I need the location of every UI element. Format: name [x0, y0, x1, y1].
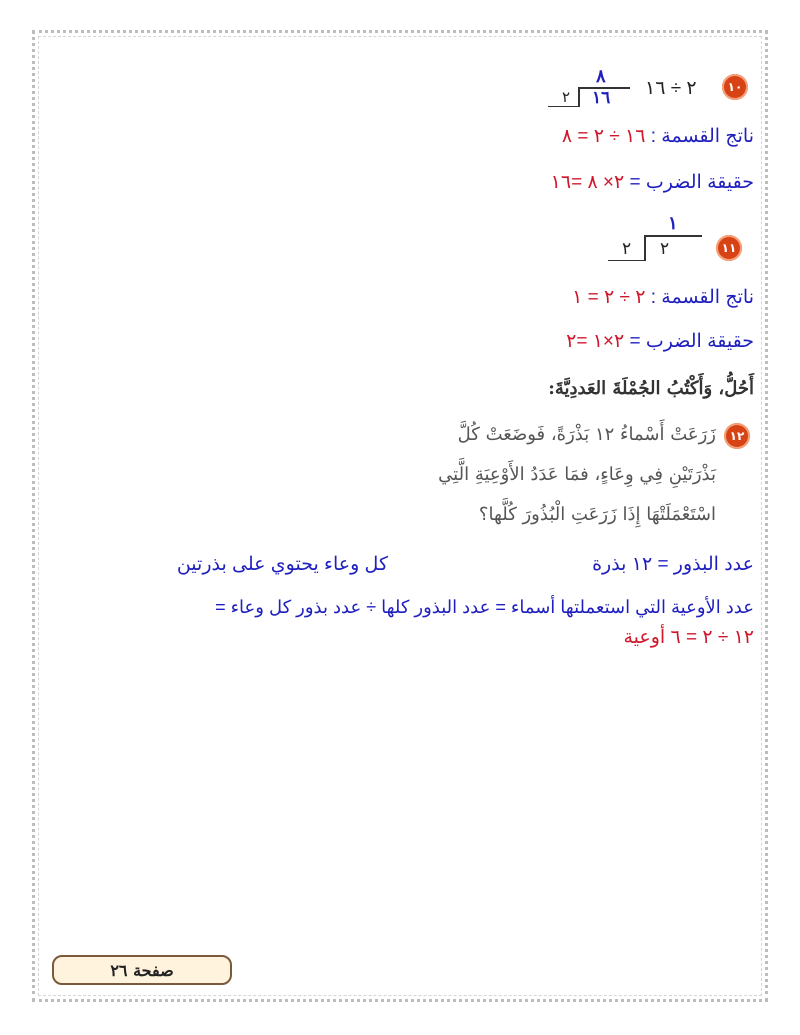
problem-11-bar [644, 235, 702, 237]
problem-12-container-note: كل وعاء يحتوي على بذرتين [176, 554, 388, 575]
problem-12-seeds-line [592, 553, 754, 576]
problem-11-underline [608, 260, 646, 261]
problem-11-fact-label: حقيقة الضرب = [629, 331, 754, 352]
problem-11-dividend: ٢ [660, 239, 670, 258]
problem-10-quotient: ٨ [596, 66, 606, 86]
page-number-box [52, 955, 232, 985]
problem-10-expression: ٢ ÷ ١٦ [645, 78, 697, 99]
problem-10-fact-label: حقيقة الضرب = [629, 172, 754, 193]
problem-12-seeds-label: عدد البذور = [657, 554, 754, 575]
problem-11-quotient: ١ [668, 213, 678, 233]
problem-10-fact-expr: ٢× ٨ =١٦ [550, 172, 625, 193]
problem-10-divisor: ٢ [562, 89, 571, 106]
problem-10-result-line [562, 125, 754, 148]
problem-10-underline [548, 106, 580, 107]
problem-11-long-division [608, 213, 702, 263]
problem-12-containers-sentence: عدد الأوعية التي استعملتها أسماء = عدد البذور كلها ÷ عدد بذور كل وعاء = [215, 597, 754, 617]
problem-12-seeds-value: ١٢ بذرة [592, 554, 653, 575]
problem-10-result-label: ناتج القسمة : [650, 126, 754, 147]
problem-10-result-expr: ١٦ ÷ ٢ = ٨ [561, 126, 646, 147]
problem-11-result-label: ناتج القسمة : [650, 287, 754, 308]
problem-12-line-3: اسْتَعْمَلَتْهَا إِذَا زَرَعَتِ الْبُذُورَ كُلَّها؟ [478, 504, 716, 525]
section-heading: أَحُلُّ، وَأَكْتُبُ الجُمْلَةَ العَددِيَّةَ: [548, 378, 754, 399]
problem-12-answer: ١٢ ÷ ٢ = ٦ أوعية [623, 627, 754, 648]
problem-11-fact-line [566, 330, 754, 353]
problem-10-dividend: ١٦ [592, 88, 611, 107]
page-number-label: صفحة ٢٦ [110, 960, 174, 980]
problem-10-badge: ١٠ [722, 74, 748, 100]
problem-10-long-division [548, 68, 630, 108]
problem-11-result-expr: ٢ ÷ ٢ = ١ [572, 287, 646, 308]
problem-12-line-2: بَذْرَتَيْنِ فِي وِعَاءٍ، فمَا عَدَدُ الأَوْعِيَةِ الَّتِي [438, 464, 716, 485]
problem-12-badge: ١٢ [724, 423, 750, 449]
problem-10-fact-line [551, 171, 754, 194]
problem-11-result-line [572, 286, 754, 309]
problem-11-fact-expr: ٢×١ =٢ [566, 331, 625, 352]
problem-11-badge: ١١ [716, 235, 742, 261]
problem-12-line-1: زَرَعَتْ أَسْماءُ ١٢ بَذْرَةً، فَوضَعَتْ كُلَّ [457, 424, 716, 445]
problem-11-bracket [644, 235, 646, 261]
problem-10-bracket [578, 87, 580, 107]
problem-11-divisor: ٢ [622, 239, 632, 258]
